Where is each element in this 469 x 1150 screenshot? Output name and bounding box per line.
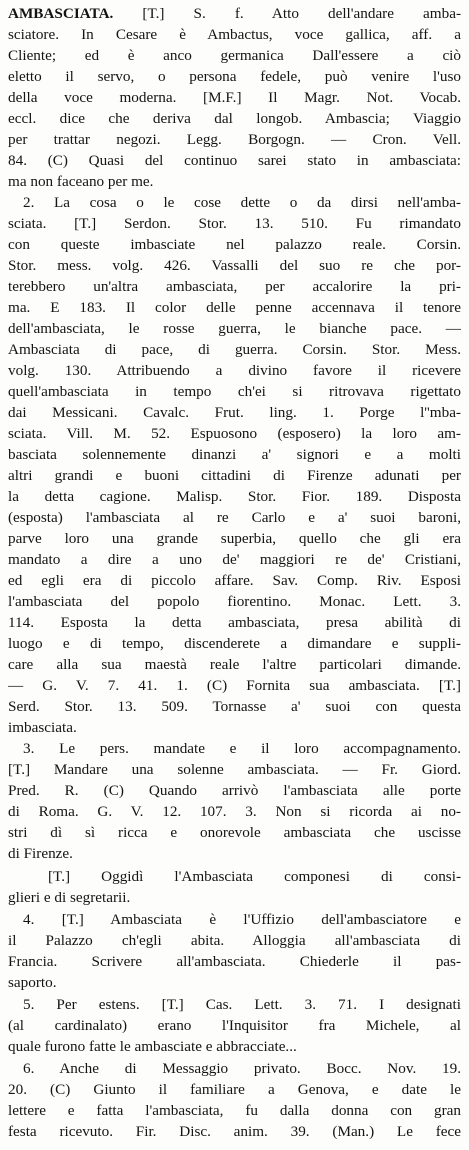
- entry-line: basciata solennemente dinanzi a' signori e a molti: [8, 446, 461, 463]
- entry-line: ma. E 183. Il color delle penne accennava il tenore: [8, 299, 461, 316]
- sense-6-heading: 6. Anche di Messaggio privato. Bocc. Nov. 19.: [23, 1060, 461, 1077]
- entry-line: Cliente; ed è anco germanica Dall'essere a ciò: [8, 47, 461, 64]
- entry-line: di Roma. G. V. 12. 107. 3. Non si ricorda ai no-: [8, 803, 461, 820]
- entry-line: quale furono fatte le ambasciate e abbracciate...: [8, 1038, 297, 1055]
- entry-line: 114. Esposta la detta ambasciata, presa abilità di: [8, 614, 461, 631]
- entry-line: dell'ambasciata, le rosse guerra, le bianche pace. —: [8, 320, 461, 337]
- entry-line: altri grandi e buoni cittadini di Firenze adunati per: [8, 467, 461, 484]
- entry-line: lettere e fatta l'ambasciata, fu dalla donna con gran: [8, 1102, 461, 1119]
- entry-line: con queste imbasciate nel palazzo reale. Corsin.: [8, 236, 461, 253]
- entry-line: della voce moderna. [M.F.] Il Magr. Not. Vocab.: [8, 89, 461, 106]
- entry-line: luogo e di tempo, discenderete a dimandare e suppli-: [8, 635, 461, 652]
- entry-line: di Firenze.: [8, 845, 73, 862]
- entry-line: care alla sua maestà reale l'altre particolari dimande.: [8, 656, 461, 673]
- entry-line: eletto il servo, o persona fedele, può venire l'uso: [8, 68, 461, 85]
- entry-line: festa ricevuto. Fir. Disc. anim. 39. (Man.) Le fece: [8, 1123, 461, 1140]
- entry-line: quell'ambasciata in tempo ch'ei si ritrovava rigettato: [8, 383, 461, 400]
- entry-line: la detta cagione. Malisp. Stor. Fior. 189. Disposta: [8, 488, 461, 505]
- entry-line: (al cardinalato) erano l'Inquisitor fra Michele, al: [8, 1017, 461, 1034]
- entry-line: sciata. Vill. M. 52. Espuosono (esposero) la loro am-: [8, 425, 461, 442]
- entry-line: terebbero un'altra ambasciata, per accalorire la pri-: [8, 278, 461, 295]
- entry-line: saporto.: [8, 974, 57, 991]
- entry-line: — G. V. 7. 41. 1. (C) Fornita sua ambasciata. [T.]: [8, 677, 461, 694]
- entry-line: Serd. Stor. 13. 509. Tornasse a' suoi con questa: [8, 698, 461, 715]
- entry-line: Pred. R. (C) Quando arrivò l'ambasciata alle porte: [8, 782, 461, 799]
- entry-line: (esposta) l'ambasciata al re Carlo e a' suoi baroni,: [8, 509, 461, 526]
- entry-line: sciatore. In Cesare è Ambactus, voce gallica, aff. a: [8, 26, 461, 43]
- entry-line: Francia. Scrivere all'ambasciata. Chiederle il pas-: [8, 953, 461, 970]
- entry-line-headword: AMBASCIATA. [T.] S. f. Atto dell'andare amba-: [8, 5, 461, 22]
- entry-line: l'ambasciata del popolo fiorentino. Monac. Lett. 3.: [8, 593, 461, 610]
- note-line: glieri e di segretarii.: [8, 889, 131, 906]
- entry-line: dai Messicani. Cavalc. Frut. ling. 1. Porge l''mba-: [8, 404, 461, 421]
- entry-line: parve loro una grande superbia, quello che gli era: [8, 530, 461, 547]
- entry-line: Stor. mess. volg. 426. Vassalli del suo re che por-: [8, 257, 461, 274]
- entry-line: imbasciata.: [8, 719, 77, 736]
- sense-4-heading: 4. [T.] Ambasciata è l'Uffizio dell'ambasciatore e: [23, 911, 461, 928]
- entry-line: stri dì sì ricca e onorevole ambasciata che uscisse: [8, 824, 461, 841]
- entry-line: sciata. [T.] Serdon. Stor. 13. 510. Fu rimandato: [8, 215, 461, 232]
- sense-3-heading: 3. Le pers. mandate e il loro accompagnamento.: [23, 740, 461, 757]
- entry-line: [T.] Mandare una solenne ambasciata. — Fr. Giord.: [8, 761, 461, 778]
- entry-line: il Palazzo ch'egli abita. Alloggia all'ambasciata di: [8, 932, 461, 949]
- entry-line: eccl. dice che deriva dal longob. Ambascia; Viaggio: [8, 110, 461, 127]
- entry-line: 20. (C) Giunto il familiare a Genova, e date le: [8, 1081, 461, 1098]
- note-line: [T.] Oggidì l'Ambasciata componesi di consi-: [48, 868, 461, 885]
- entry-line: volg. 130. Attribuendo a divino favore il ricevere: [8, 362, 461, 379]
- entry-line: mandato a dire a uno de' maggiori re de' Cristiani,: [8, 551, 461, 568]
- entry-line: ed egli era di piccolo affare. Sav. Comp. Riv. Esposi: [8, 572, 461, 589]
- entry-line: Ambasciata di pace, di guerra. Corsin. Stor. Mess.: [8, 341, 461, 358]
- headword: AMBASCIATA.: [8, 5, 114, 22]
- sense-2-heading: 2. La cosa o le cose dette o da dirsi nell'amba-: [23, 194, 461, 211]
- sense-5-heading: 5. Per estens. [T.] Cas. Lett. 3. 71. I designati: [23, 996, 461, 1013]
- entry-line: per trattar negozi. Legg. Borgogn. — Cron. Vell.: [8, 131, 461, 148]
- entry-line: ma non faceano per me.: [8, 173, 154, 190]
- entry-line: 84. (C) Quasi del continuo sarei stato in ambasciata:: [8, 152, 461, 169]
